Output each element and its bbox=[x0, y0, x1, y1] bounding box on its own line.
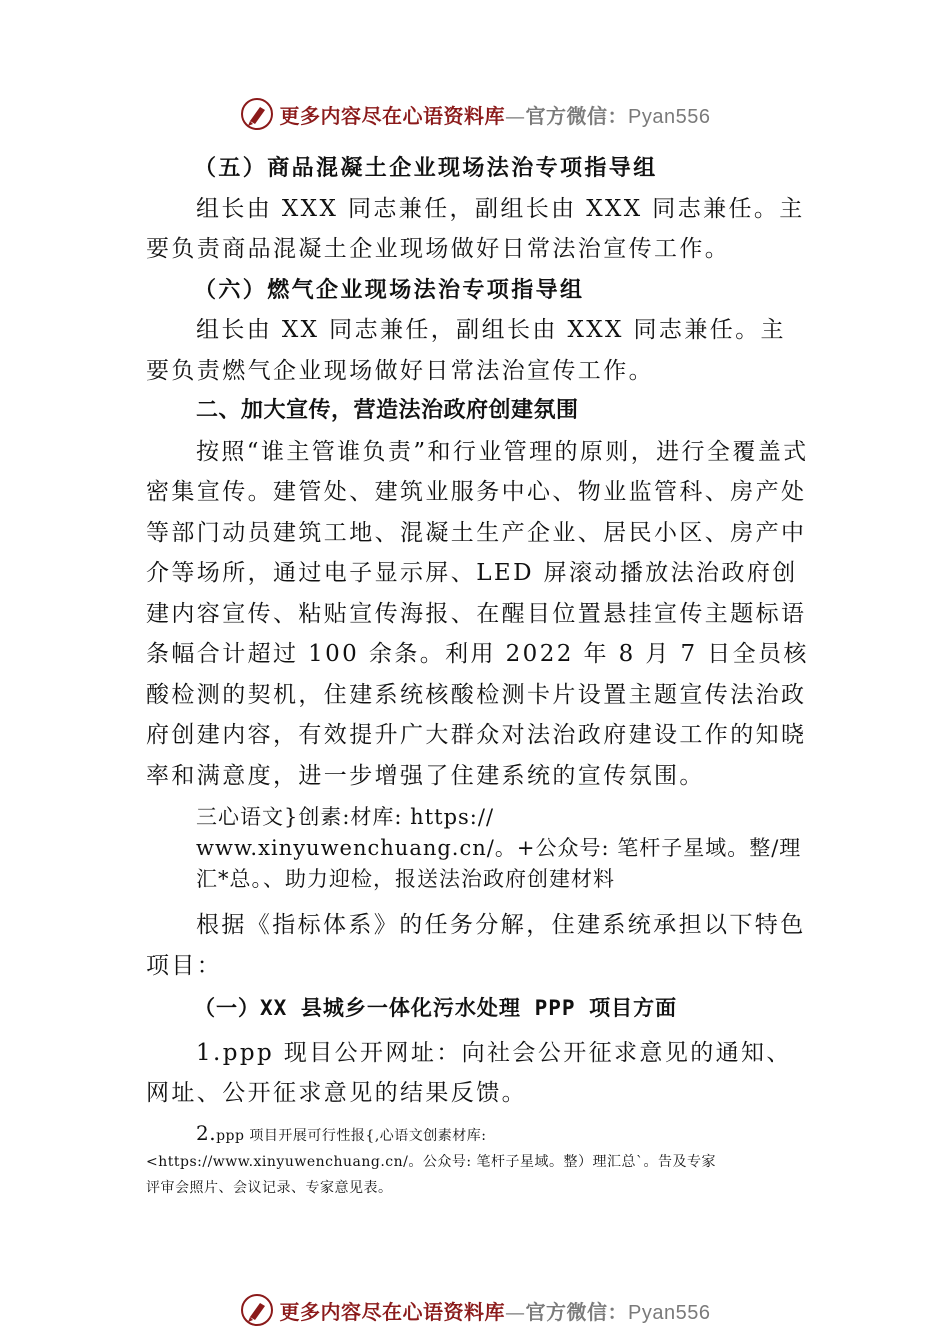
watermark-line: 汇*总。、助力迎检，报送法治政府创建材料 bbox=[196, 867, 615, 891]
item-2-line: 评审会照片、会议记录、专家意见表。 bbox=[146, 1179, 393, 1196]
watermark-line: 三心语文}创素:材库: https:// bbox=[196, 805, 495, 829]
pen-nib-logo-icon bbox=[240, 1293, 274, 1327]
header-watermark-banner bbox=[0, 94, 950, 134]
banner-text: 更多内容尽在心语资料库—官方微信：Pyan556 bbox=[279, 103, 711, 128]
banner-text: 更多内容尽在心语资料库—官方微信：Pyan556 bbox=[279, 1299, 711, 1324]
item-2-line: <https://www.xinyuwenchuang.cn/。公众号: 笔杆子星域。整）理汇总`。告及专家 bbox=[146, 1153, 717, 1170]
paragraph-basis: 根据《指标体系》的任务分解，住建系统承担以下特色项目： bbox=[146, 912, 806, 979]
item-1: 1.ppp 现目公开网址：向社会公开征求意见的通知、网址、公开征求意见的结果反馈。 bbox=[146, 1039, 792, 1106]
item-2-number: 2. bbox=[196, 1120, 217, 1145]
pen-nib-logo-icon bbox=[240, 97, 274, 131]
main-heading-2: 二、加大宣传，营造法治政府创建氛围 bbox=[196, 398, 579, 423]
watermark-insert-text bbox=[146, 802, 810, 895]
footer-watermark-banner bbox=[0, 1290, 950, 1330]
item-2-line: ppp 项目开展可行性报{,心语文创素材库: bbox=[216, 1127, 487, 1144]
section-heading-5: （五）商品混凝土企业现场法治专项指导组 bbox=[194, 155, 658, 181]
paragraph-6: 组长由 XX 同志兼任，副组长由 XXX 同志兼任。主要负责燃气企业现场做好日常法治宣传工作。 bbox=[146, 317, 786, 384]
watermark-line: www.xinyuwenchuang.cn/。+公众号: 笔杆子星域。整/理 bbox=[196, 836, 802, 860]
sub-heading-1: （一）XX 县城乡一体化污水处理 PPP 项目方面 bbox=[194, 996, 678, 1020]
section-heading-6: （六）燃气企业现场法治专项指导组 bbox=[194, 276, 585, 303]
item-2 bbox=[146, 1120, 810, 1201]
document-body bbox=[146, 148, 810, 1201]
paragraph-publicity: 按照“谁主管谁负责”和行业管理的原则，进行全覆盖式密集宣传。建管处、建筑业服务中心、物业监管科、房产处等部门动员建筑工地、混凝土生产企业、居民小区、房产中介等场所，通过电子显示屏、LED 屏滚动播放法治政府创建内容宣传、粘贴宣传海报、在醒目位置悬挂宣传主题标语条幅合计超过 100 余条。利用 2022 年 8 月 7 日全员核酸检测的契机，住建系统核酸检测卡片设置主题宣传法治政府创建内容，有效提升广大群众对法治政府建设工作的知晓率和满意度，进一步增强了住建系统的宣传氛围。 bbox=[146, 438, 809, 789]
paragraph-5: 组长由 XXX 同志兼任，副组长由 XXX 同志兼任。主要负责商品混凝土企业现场做好日常法治宣传工作。 bbox=[146, 195, 805, 262]
